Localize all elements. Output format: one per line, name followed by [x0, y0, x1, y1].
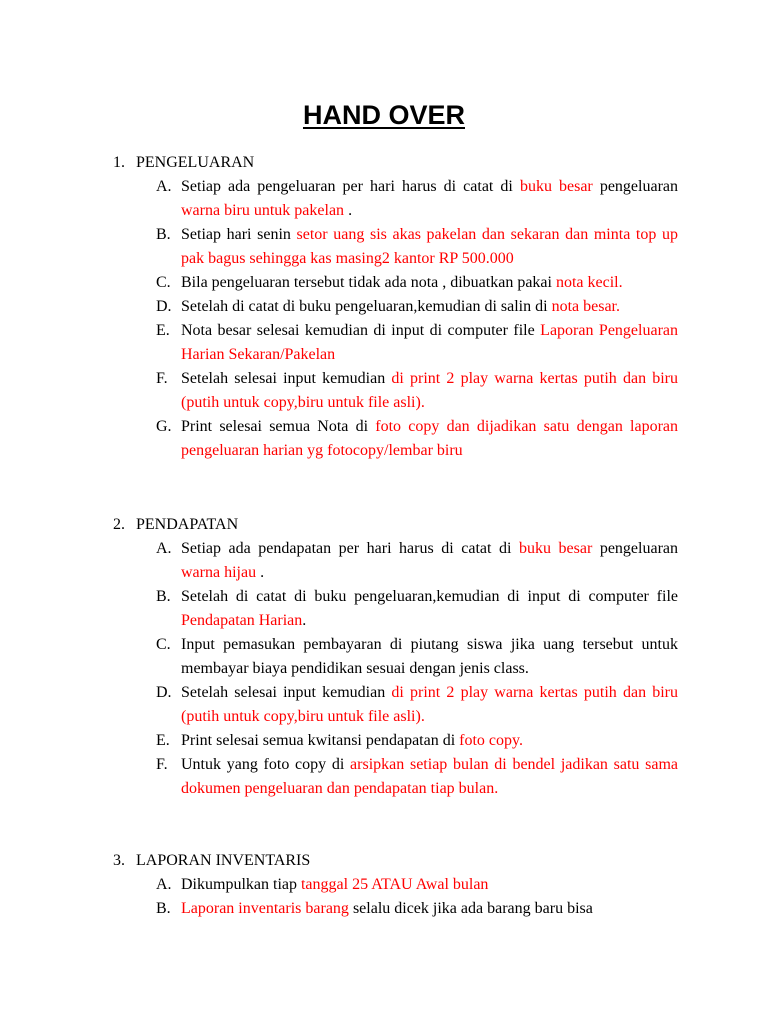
- item-text: Dikumpulkan tiap: [181, 876, 301, 893]
- list-item: [156, 319, 678, 367]
- list-item-letter: A.: [156, 178, 172, 195]
- list-item: [156, 271, 678, 295]
- highlighted-text: nota kecil.: [555, 274, 623, 291]
- highlighted-text: di print 2 play warna kertas putih dan biru (putih untuk copy,biru untuk file asli).: [181, 370, 679, 411]
- list-item: [156, 729, 678, 753]
- item-text: selalu dicek jika ada barang baru bisa: [348, 900, 593, 917]
- section-items: [156, 175, 678, 463]
- section-title: LAPORAN INVENTARIS: [136, 852, 311, 869]
- list-item-letter: B.: [156, 900, 171, 917]
- section-items: [156, 537, 678, 801]
- section-items: [156, 873, 678, 921]
- item-text: Setelah di catat di buku pengeluaran,kemudian di input di computer file: [181, 588, 678, 605]
- highlighted-text: arsipkan setiap bulan di bendel jadikan satu sama dokumen pengeluaran dan pendapatan tiap bulan.: [181, 756, 679, 797]
- section-title: PENDAPATAN: [136, 516, 239, 533]
- list-item-letter: C.: [156, 274, 171, 291]
- section-heading: [113, 849, 310, 873]
- list-item: [156, 897, 678, 921]
- item-text: pengeluaran: [592, 540, 679, 557]
- list-item-letter: F.: [156, 370, 168, 387]
- list-item: [156, 873, 678, 897]
- list-item-letter: C.: [156, 636, 171, 653]
- section-heading: [113, 513, 238, 537]
- item-text: .: [302, 612, 307, 629]
- item-text: .: [344, 202, 353, 219]
- item-text: Setiap hari senin: [181, 226, 297, 243]
- list-item-letter: E.: [156, 322, 170, 339]
- list-item-letter: D.: [156, 298, 172, 315]
- list-item: [156, 681, 678, 729]
- section-number: 2.: [113, 516, 125, 533]
- list-item-letter: B.: [156, 226, 171, 243]
- highlighted-text: Pendapatan Harian: [181, 612, 303, 629]
- item-text: Setiap ada pendapatan per hari harus di catat di: [181, 540, 519, 557]
- highlighted-text: Laporan Pengeluaran Harian Sekaran/Pakelan: [181, 322, 679, 363]
- highlighted-text: tanggal 25 ATAU Awal bulan: [300, 876, 489, 893]
- list-item: [156, 295, 678, 319]
- highlighted-text: buku besar: [518, 540, 593, 557]
- list-item: [156, 175, 678, 223]
- highlighted-text: di print 2 play warna kertas putih dan biru (putih untuk copy,biru untuk file asli).: [181, 684, 679, 725]
- item-text: Input pemasukan pembayaran di piutang siswa jika uang tersebut untuk membayar biaya pendidikan sesuai dengan jenis class.: [181, 636, 678, 677]
- item-text: Untuk yang foto copy di: [181, 756, 351, 773]
- item-text: Print selesai semua kwitansi pendapatan di: [181, 732, 460, 749]
- document-title: HAND OVER: [302, 100, 465, 130]
- list-item-letter: B.: [156, 588, 171, 605]
- item-text: Bila pengeluaran tersebut tidak ada nota , dibuatkan pakai: [181, 274, 556, 291]
- highlighted-text: foto copy.: [459, 732, 523, 749]
- highlighted-text: foto copy dan dijadikan satu dengan laporan pengeluaran harian yg fotocopy/lembar biru: [181, 418, 679, 459]
- list-item: [156, 585, 678, 633]
- item-text: Nota besar selesai kemudian di input di computer file: [181, 322, 541, 339]
- item-text: .: [256, 564, 265, 581]
- list-item: [156, 415, 678, 463]
- list-item: [156, 537, 678, 585]
- item-text: Setelah di catat di buku pengeluaran,kemudian di salin di: [181, 298, 552, 315]
- list-item: [156, 367, 678, 415]
- highlighted-text: setor uang sis akas pakelan dan sekaran dan minta top up pak bagus sehingga kas masing2 kantor RP 500.000: [181, 226, 678, 267]
- highlighted-text: Laporan inventaris barang: [181, 900, 349, 917]
- item-text: Setiap ada pengeluaran per hari harus di catat di: [181, 178, 520, 195]
- item-text: pengeluaran: [592, 178, 679, 195]
- item-text: Setelah selesai input kemudian: [181, 370, 392, 387]
- list-item-letter: A.: [156, 876, 172, 893]
- section-heading: [113, 151, 254, 175]
- list-item: [156, 633, 678, 681]
- list-item-letter: E.: [156, 732, 170, 749]
- highlighted-text: nota besar.: [551, 298, 620, 315]
- section-number: 1.: [113, 154, 125, 171]
- item-text: Setelah selesai input kemudian: [181, 684, 392, 701]
- highlighted-text: warna hijau: [181, 564, 257, 581]
- list-item: [156, 223, 678, 271]
- section-number: 3.: [113, 852, 125, 869]
- item-text: Print selesai semua Nota di: [181, 418, 376, 435]
- highlighted-text: buku besar: [519, 178, 593, 195]
- list-item-letter: F.: [156, 756, 168, 773]
- list-item-letter: D.: [156, 684, 172, 701]
- list-item: [156, 753, 678, 801]
- list-item-letter: A.: [156, 540, 172, 557]
- list-item-letter: G.: [156, 418, 172, 435]
- highlighted-text: warna biru untuk pakelan: [181, 202, 345, 219]
- section-title: PENGELUARAN: [136, 154, 255, 171]
